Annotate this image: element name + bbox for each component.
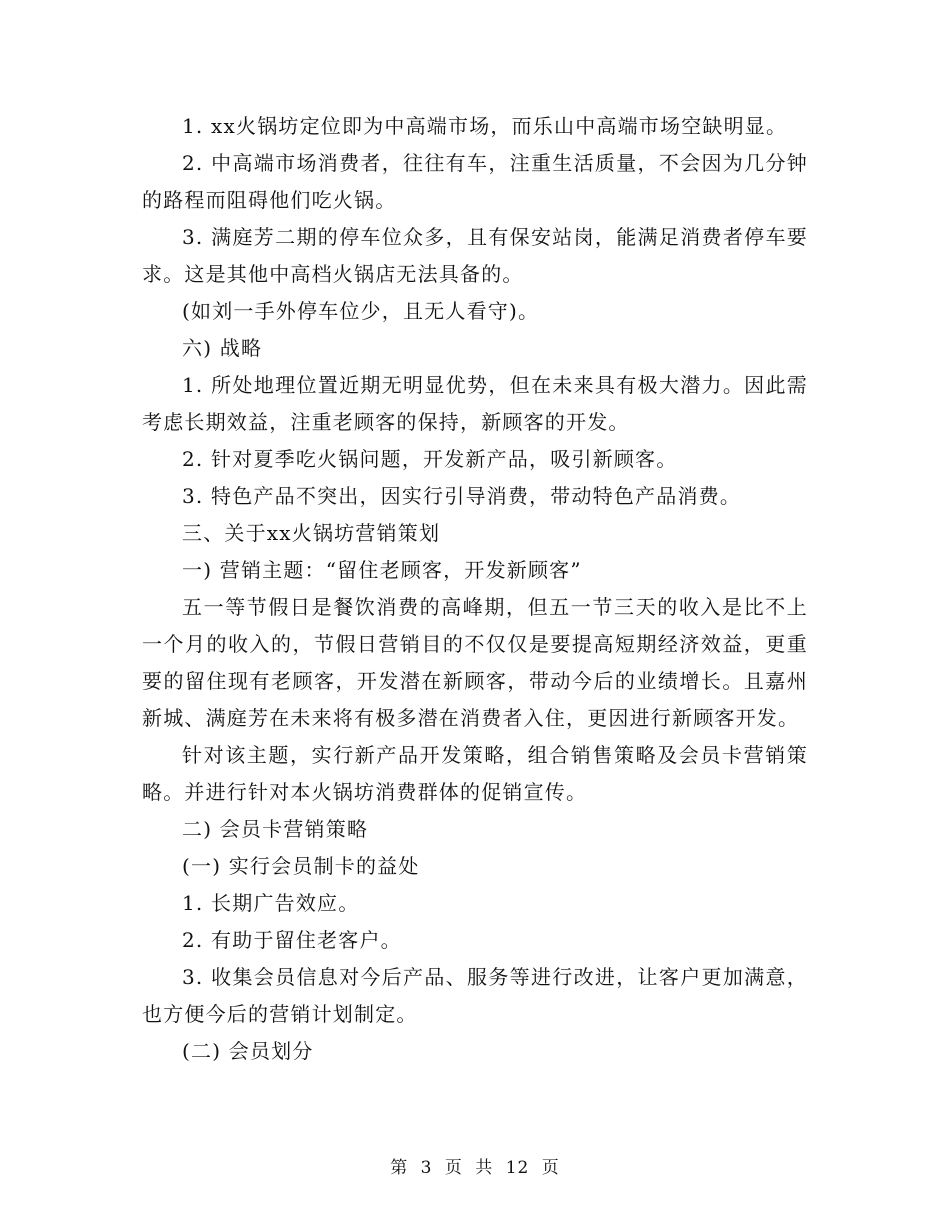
paragraph: 3. 特色产品不突出，因实行引导消费，带动特色产品消费。 bbox=[182, 484, 742, 508]
section-heading: 三、关于xx火锅坊营销策划 bbox=[182, 521, 441, 545]
paragraph: 1. 所处地理位置近期无明显优势，但在未来具有极大潜力。因此需考虑长期效益，注重老顾客的保持，新顾客的开发。 bbox=[142, 373, 808, 434]
footer-total-word: 共 bbox=[475, 1158, 494, 1178]
footer-suffix: 页 bbox=[541, 1158, 560, 1178]
page-footer bbox=[0, 1153, 950, 1178]
footer-total-pages: 12 bbox=[505, 1158, 530, 1178]
paragraph: 3. 收集会员信息对今后产品、服务等进行改进，让客户更加满意，也方便今后的营销计划制定。 bbox=[142, 965, 808, 1026]
section-heading: (一) 实行会员制卡的益处 bbox=[182, 854, 420, 878]
paragraph: 五一等节假日是餐饮消费的高峰期，但五一节三天的收入是比不上一个月的收入的，节假日营销目的不仅仅是要提高短期经济效益，更重要的留住现有老顾客，开发潜在新顾客，带动今后的业绩增长。且嘉州新城、满庭芳在未来将有极多潜在消费者入住，更因进行新顾客开发。 bbox=[142, 595, 808, 730]
section-heading: (二) 会员划分 bbox=[182, 1039, 314, 1063]
paragraph: (如刘一手外停车位少，且无人看守)。 bbox=[182, 299, 540, 323]
paragraph: 2. 中高端市场消费者，往往有车，注重生活质量，不会因为几分钟的路程而阻碍他们吃火锅。 bbox=[142, 151, 808, 212]
paragraph: 1. 长期广告效应。 bbox=[182, 891, 360, 915]
paragraph: 2. 有助于留住老客户。 bbox=[182, 928, 402, 952]
section-heading: 二) 会员卡营销策略 bbox=[182, 817, 369, 841]
paragraph: 2. 针对夏季吃火锅问题，开发新产品，吸引新顾客。 bbox=[182, 447, 678, 471]
paragraph: 3. 满庭芳二期的停车位众多，且有保安站岗，能满足消费者停车要求。这是其他中高档火锅店无法具备的。 bbox=[142, 225, 808, 286]
section-heading: 六) 战略 bbox=[182, 336, 263, 360]
footer-current-page: 3 bbox=[420, 1158, 433, 1178]
paragraph: 针对该主题，实行新产品开发策略，组合销售策略及会员卡营销策略。并进行针对本火锅坊消费群体的促销宣传。 bbox=[142, 743, 808, 804]
document-body bbox=[142, 108, 808, 1070]
footer-prefix: 第 bbox=[390, 1158, 409, 1178]
section-heading: 一) 营销主题：“留住老顾客，开发新顾客” bbox=[182, 558, 582, 582]
footer-page-word: 页 bbox=[444, 1158, 463, 1178]
paragraph: 1. xx火锅坊定位即为中高端市场，而乐山中高端市场空缺明显。 bbox=[182, 114, 788, 138]
